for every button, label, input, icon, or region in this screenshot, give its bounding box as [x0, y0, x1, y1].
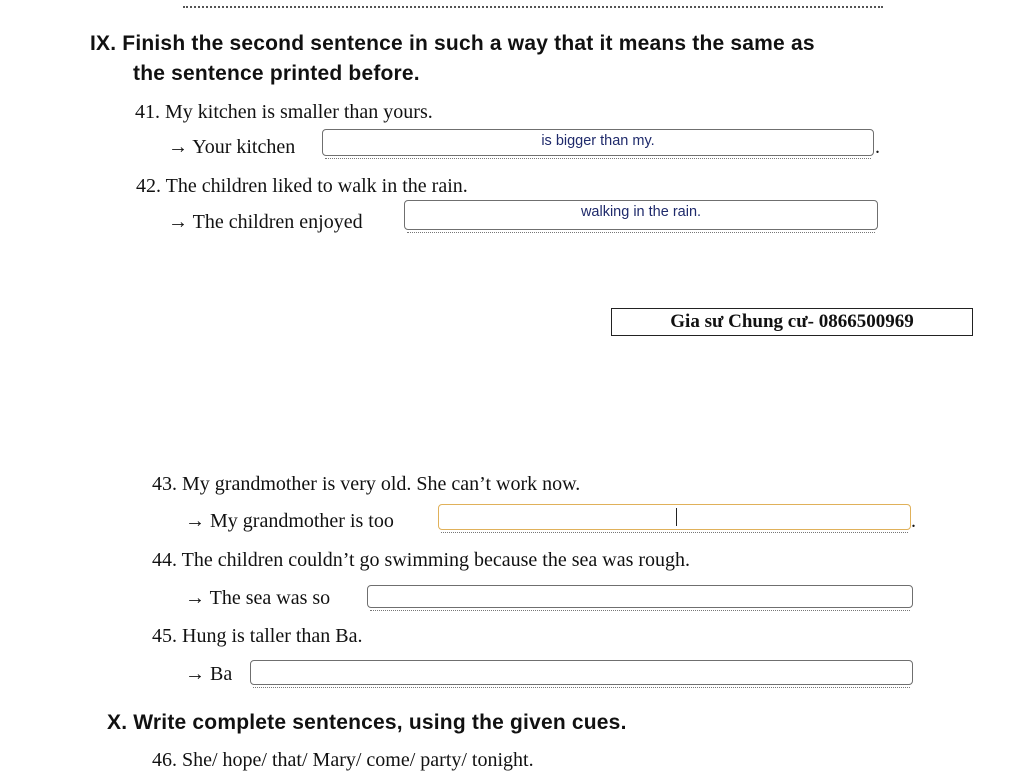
question-44-lead: → The sea was so	[185, 587, 331, 609]
question-43-prompt: 43. My grandmother is very old. She can’t work now.	[152, 473, 581, 495]
answer-text-41: is bigger than my.	[541, 133, 655, 149]
section-ix-title-line1: IX. Finish the second sentence in such a way that it means the same as	[90, 32, 815, 55]
dotted-answer-line	[253, 687, 910, 688]
question-41-lead: → Your kitchen	[168, 136, 296, 158]
question-41-prompt: 41. My kitchen is smaller than yours.	[135, 101, 433, 123]
question-43-period: .	[911, 510, 916, 532]
question-44-prompt: 44. The children couldn’t go swimming because the sea was rough.	[152, 549, 691, 571]
section-ix-title-line2: the sentence printed before.	[133, 62, 420, 85]
dotted-answer-line	[370, 610, 910, 611]
text-caret	[676, 508, 677, 526]
answer-input-45[interactable]	[250, 660, 913, 685]
dotted-answer-line	[441, 532, 908, 533]
question-41-period: .	[875, 136, 880, 158]
section-x-title: X. Write complete sentences, using the given cues.	[107, 711, 627, 734]
question-42-prompt: 42. The children liked to walk in the rain.	[136, 175, 468, 197]
question-45-prompt: 45. Hung is taller than Ba.	[152, 625, 363, 647]
question-45-lead: → Ba	[185, 663, 233, 685]
answer-text-42: walking in the rain.	[580, 204, 702, 220]
answer-input-41[interactable]	[322, 129, 874, 156]
question-42-lead: → The children enjoyed	[168, 211, 363, 233]
dotted-answer-line	[325, 158, 871, 159]
tutor-contact-stamp: Gia sư Chung cư- 0866500969	[611, 308, 973, 336]
dotted-answer-line	[183, 0, 883, 8]
question-43-lead: → My grandmother is too	[185, 510, 394, 532]
answer-input-42[interactable]	[404, 200, 878, 230]
dotted-answer-line	[407, 232, 875, 233]
question-46-prompt: 46. She/ hope/ that/ Mary/ come/ party/ tonight.	[152, 749, 534, 771]
answer-input-43[interactable]	[438, 504, 911, 530]
answer-input-44[interactable]	[367, 585, 913, 608]
